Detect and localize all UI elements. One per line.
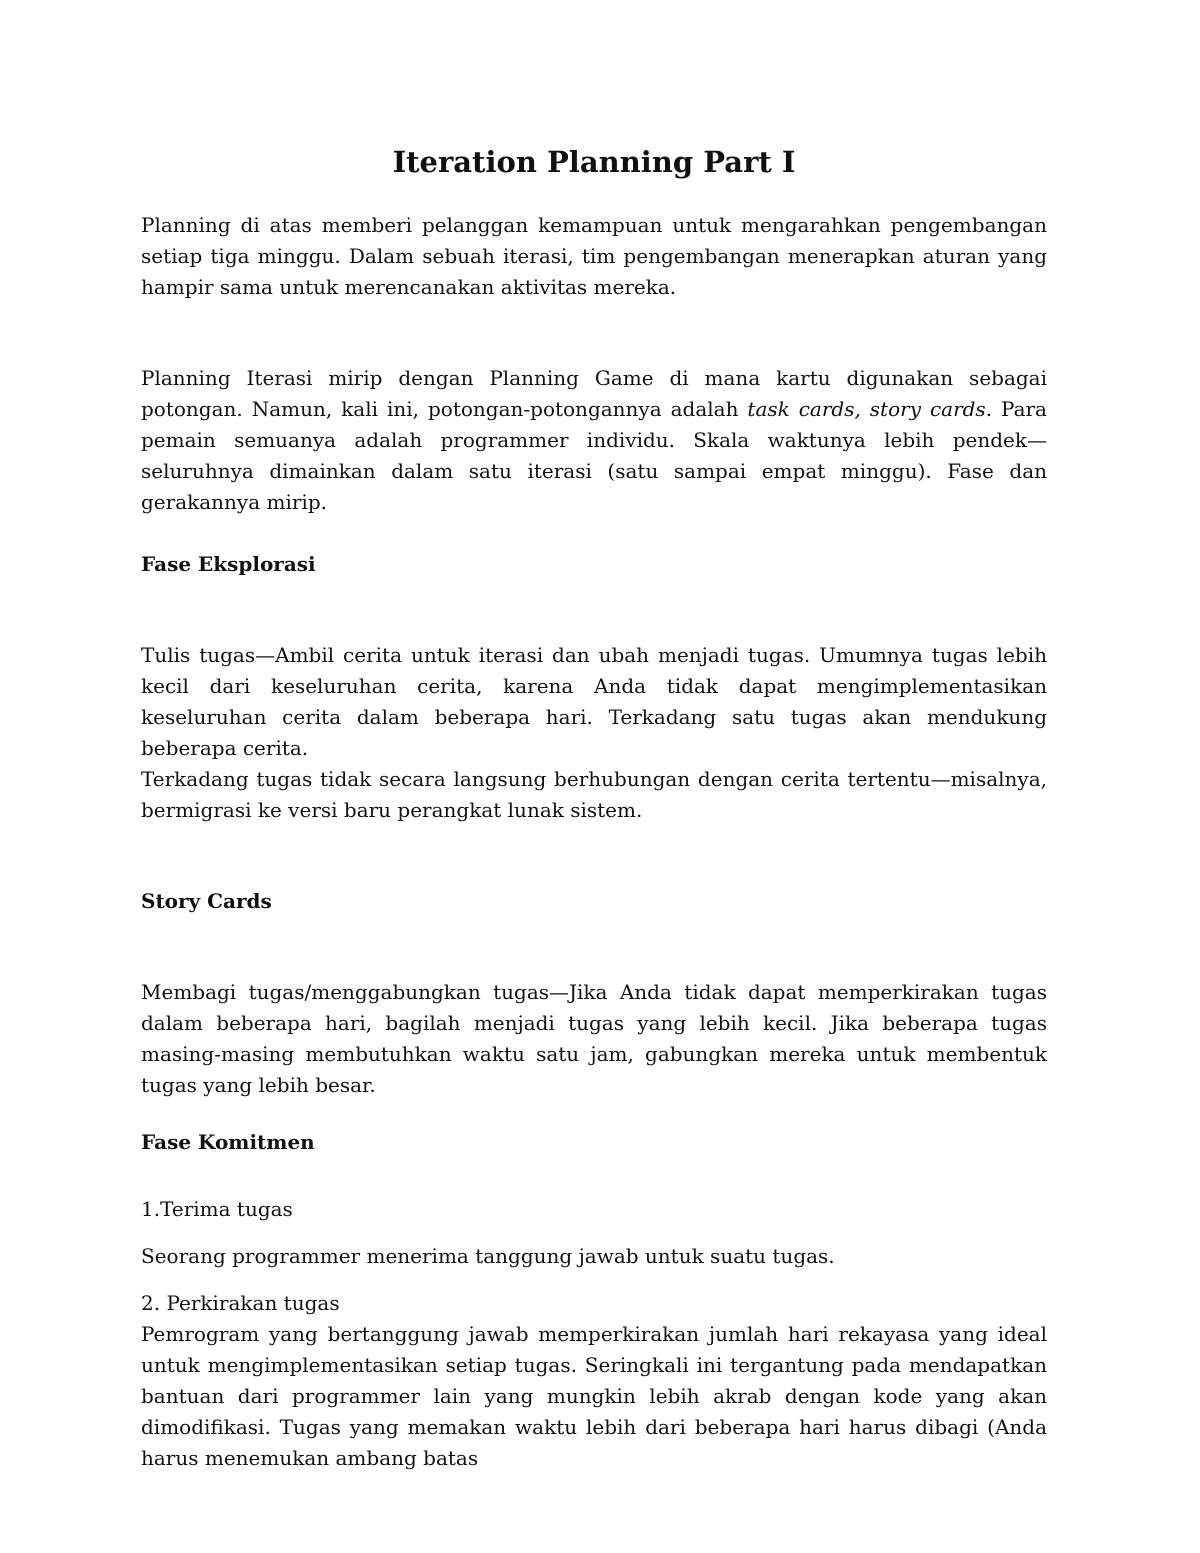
document-body <box>141 140 1047 1474</box>
paragraph-membagi-tugas: Membagi tugas/menggabungkan tugas—Jika Anda tidak dapat memperkirakan tugas dalam beberapa hari, bagilah menjadi tugas yang lebih kecil. Jika beberapa tugas masing-masing membutuhkan waktu satu jam, gabungkan mereka untuk membentuk tugas yang lebih besar. <box>141 980 1047 1097</box>
heading-fase-komitmen: Fase Komitmen <box>141 1130 315 1154</box>
heading-fase-eksplorasi: Fase Eksplorasi <box>141 552 316 576</box>
paragraph-pemrogram: Pemrogram yang bertanggung jawab memperkirakan jumlah hari rekayasa yang ideal untuk mengimplementasikan setiap tugas. Seringkali ini tergantung pada mendapatkan bantuan dari programmer lain yang mungkin lebih akrab dengan kode yang akan dimodifikasi. Tugas yang memakan waktu lebih dari beberapa hari harus dibagi (Anda harus menemukan ambang batas <box>141 1322 1047 1470</box>
emphasis-text: task cards, story cards <box>747 397 986 421</box>
list-item-terima-tugas: 1.Terima tugas <box>141 1197 293 1221</box>
paragraph-seorang-programmer: Seorang programmer menerima tanggung jawab untuk suatu tugas. <box>141 1244 835 1268</box>
paragraph-tulis-tugas: Tulis tugas—Ambil cerita untuk iterasi dan ubah menjadi tugas. Umumnya tugas lebih kecil dari keseluruhan cerita, karena Anda tidak dapat mengimplementasikan keseluruhan cerita dalam beberapa hari. Terkadang satu tugas akan mendukung beberapa cerita. <box>141 643 1047 760</box>
paragraph-planning-iterasi <box>141 363 1047 518</box>
list-item-perkirakan-tugas: 2. Perkirakan tugas <box>141 1291 340 1315</box>
paragraph-text: Planning Iterasi mirip dengan Planning Game di mana kartu digunakan sebagai potongan. Namun, kali ini, potongan-potongannya adalah <box>141 366 1047 421</box>
paragraph-intro: Planning di atas memberi pelanggan kemampuan untuk mengarahkan pengembangan setiap tiga minggu. Dalam sebuah iterasi, tim pengembangan menerapkan aturan yang hampir sama untuk merencanakan aktivitas mereka. <box>141 213 1047 299</box>
heading-story-cards: Story Cards <box>141 889 272 913</box>
paragraph-text: . Para pemain semuanya adalah programmer individu. Skala waktunya lebih pendek—seluruhnya dimainkan dalam satu iterasi (satu sampai empat minggu). Fase dan gerakannya mirip. <box>141 397 1047 514</box>
document-title: Iteration Planning Part I <box>392 145 796 179</box>
paragraph-terkadang: Terkadang tugas tidak secara langsung berhubungan dengan cerita tertentu—misalnya, bermigrasi ke versi baru perangkat lunak sistem. <box>141 767 1047 822</box>
